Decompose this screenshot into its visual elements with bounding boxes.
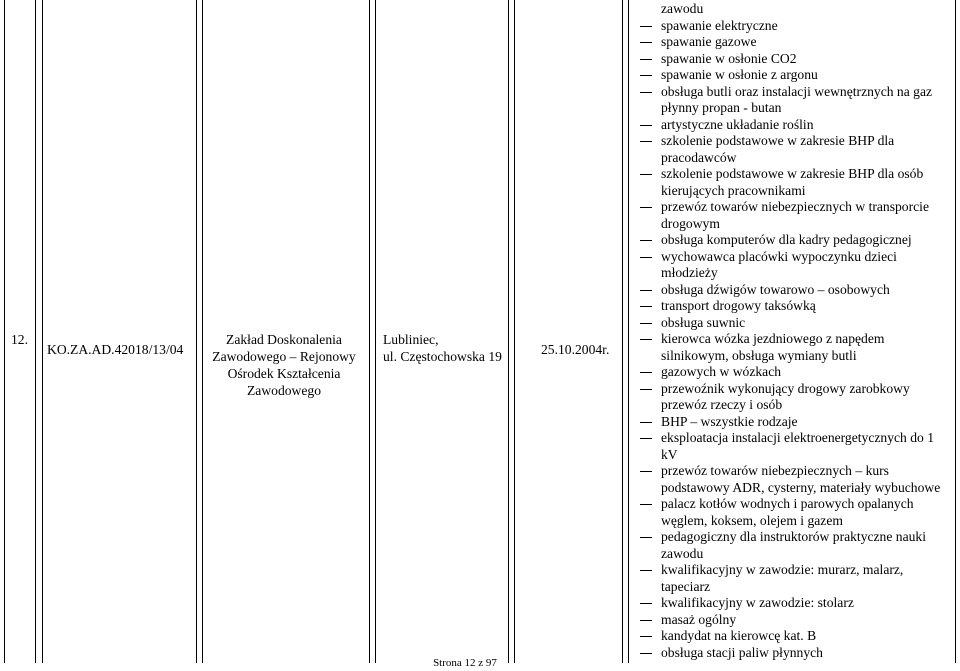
institution-line: Zawodowego bbox=[247, 383, 321, 398]
course-item: wychowawca placówki wypoczynku dzieci bbox=[628, 249, 958, 266]
column-divider-8 bbox=[514, 0, 515, 663]
course-list bbox=[628, 1, 958, 661]
course-item: masaż ogólny bbox=[628, 612, 958, 629]
institution-line: Ośrodek Kształcenia bbox=[227, 366, 341, 381]
course-item: gazowych w wózkach bbox=[628, 364, 958, 381]
column-divider-3 bbox=[196, 0, 197, 663]
course-item: spawanie elektryczne bbox=[628, 18, 958, 35]
course-item: spawanie w osłonie CO2 bbox=[628, 51, 958, 68]
course-item: płynny propan - butan bbox=[661, 100, 782, 115]
course-item: kierujących pracownikami bbox=[661, 182, 806, 198]
address bbox=[383, 331, 508, 365]
course-item: węglem, koksem, olejem i gazem bbox=[661, 512, 843, 528]
address-street: ul. Częstochowska 19 bbox=[383, 349, 502, 364]
course-item: obsługa dźwigów towarowo – osobowych bbox=[628, 282, 958, 299]
course-item: podstawowy ADR, cysterny, materiały wybuchowe bbox=[661, 479, 941, 495]
column-divider-9 bbox=[622, 0, 623, 663]
address-city: Lubliniec, bbox=[383, 332, 439, 347]
course-item: tapeciarz bbox=[661, 578, 711, 594]
page-footer: Strona 12 z 97 bbox=[433, 657, 497, 669]
course-item: drogowym bbox=[661, 215, 720, 231]
course-item: szkolenie podstawowe w zakresie BHP dla osób bbox=[628, 166, 958, 183]
column-divider-7 bbox=[508, 0, 509, 663]
course-item: młodzieży bbox=[661, 265, 718, 280]
course-item: obsługa butli oraz instalacji wewnętrznych na gaz bbox=[628, 84, 958, 101]
course-item: obsługa stacji paliw płynnych bbox=[628, 645, 958, 662]
course-item: obsługa komputerów dla kadry pedagogicznej bbox=[628, 232, 958, 249]
institution-line: Zakład Doskonalenia bbox=[226, 332, 342, 347]
course-item: szkolenie podstawowe w zakresie BHP dla bbox=[628, 133, 958, 150]
column-divider-6 bbox=[375, 0, 376, 663]
course-item: pedagogiczny dla instruktorów praktyczne nauki bbox=[628, 529, 958, 546]
course-item: BHP – wszystkie rodzaje bbox=[628, 414, 958, 431]
course-item: kierowca wózka jezdniowego z napędem bbox=[628, 331, 958, 348]
institution-line: Zawodowego – Rejonowy bbox=[212, 349, 356, 364]
course-item: zawodu bbox=[661, 1, 704, 16]
course-item: przewóz rzeczy i osób bbox=[661, 397, 783, 412]
course-item: spawanie w osłonie z argonu bbox=[628, 67, 958, 84]
registration-date: 25.10.2004r. bbox=[541, 342, 610, 357]
course-item: silnikowym, obsługa wymiany butli bbox=[661, 347, 857, 363]
course-item: eksploatacja instalacji elektroenergetycznych do 1 bbox=[628, 430, 958, 447]
course-item: kandydat na kierowcę kat. B bbox=[628, 628, 958, 645]
course-item: przewoźnik wykonujący drogowy zarobkowy bbox=[628, 381, 958, 398]
course-item: kwalifikacyjny w zawodzie: stolarz bbox=[628, 595, 958, 612]
course-item: pracodawców bbox=[661, 149, 737, 165]
course-item: kV bbox=[661, 446, 678, 462]
course-item: przewóz towarów niebezpiecznych – kurs bbox=[628, 463, 958, 480]
course-item: przewóz towarów niebezpiecznych w transporcie bbox=[628, 199, 958, 216]
course-item: zawodu bbox=[661, 545, 704, 561]
course-item: palacz kotłów wodnych i parowych opalanych bbox=[628, 496, 958, 513]
column-divider-5 bbox=[369, 0, 370, 663]
course-item: transport drogowy taksówką bbox=[628, 298, 958, 315]
column-divider-1 bbox=[35, 0, 36, 663]
institution-name bbox=[199, 331, 369, 399]
registry-number: KO.ZA.AD.42018/13/04 bbox=[47, 342, 184, 357]
course-item: artystyczne układanie roślin bbox=[628, 117, 958, 134]
course-item: kwalifikacyjny w zawodzie: murarz, malarz, bbox=[628, 562, 958, 579]
table-border-left bbox=[4, 0, 5, 663]
column-divider-2 bbox=[42, 0, 43, 663]
course-item: spawanie gazowe bbox=[628, 34, 958, 51]
course-item: obsługa suwnic bbox=[628, 315, 958, 332]
row-number: 12. bbox=[11, 332, 28, 347]
